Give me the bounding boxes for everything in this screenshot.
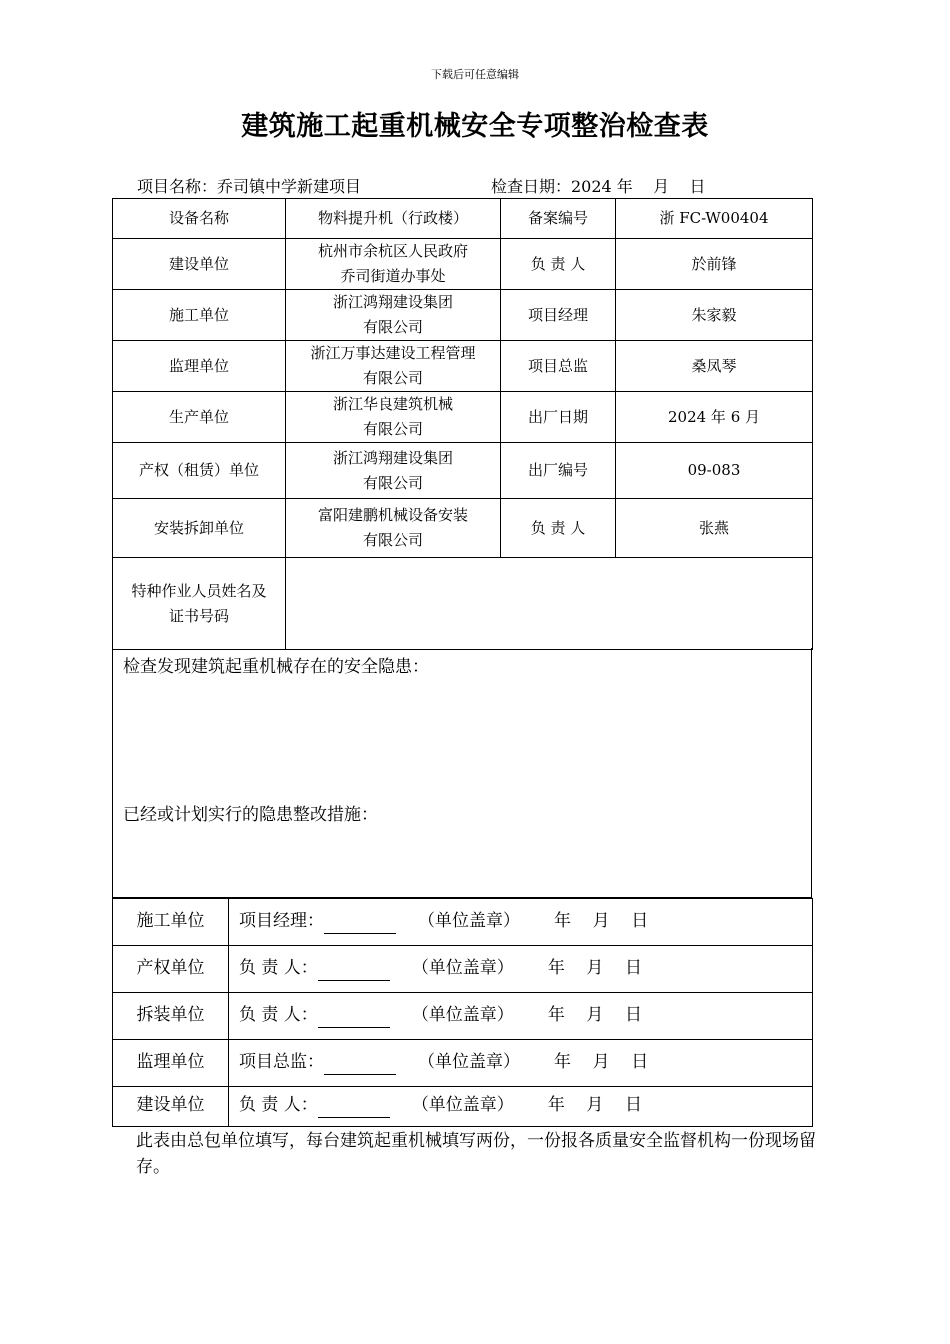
page-title: 建筑施工起重机械安全专项整治检查表 xyxy=(241,111,709,142)
signature-blank[interactable] xyxy=(324,915,396,934)
signature-blank[interactable] xyxy=(318,1009,390,1028)
field-label: 建设单位 xyxy=(113,239,286,290)
seal-label: （单位盖章） xyxy=(411,1004,514,1025)
table-row xyxy=(113,443,813,499)
hazards-label: 检查发现建筑起重机械存在的安全隐患： xyxy=(123,657,429,677)
measures-label: 已经或计划实行的隐患整改措施： xyxy=(123,805,378,825)
signature-line xyxy=(229,946,813,993)
field-label: 设备名称 xyxy=(113,199,286,239)
signature-date: 年 月 日 xyxy=(547,1004,643,1025)
field-value: 浙 FC-W00404 xyxy=(616,199,813,239)
field-value: 2024 年 6 月 xyxy=(616,392,813,443)
field-label: 监理单位 xyxy=(113,341,286,392)
seal-label: （单位盖章） xyxy=(418,910,520,931)
signature-role: 项目总监： xyxy=(239,1051,324,1072)
field-label: 负 责 人 xyxy=(501,239,616,290)
signature-org: 监理单位 xyxy=(113,1040,229,1087)
signature-date: 年 月 日 xyxy=(554,910,649,931)
field-value: 浙江鸿翔建设集团 有限公司 xyxy=(286,443,501,499)
field-label: 出厂编号 xyxy=(501,443,616,499)
signature-row xyxy=(113,1087,813,1127)
signature-date: 年 月 日 xyxy=(547,957,643,978)
table-row xyxy=(113,392,813,443)
field-value: 杭州市余杭区人民政府 乔司街道办事处 xyxy=(286,239,501,290)
special-personnel-label: 特种作业人员姓名及 证书号码 xyxy=(113,558,286,650)
signature-row xyxy=(113,899,813,946)
project-name: 项目名称：乔司镇中学新建项目 xyxy=(137,177,362,196)
seal-label: （单位盖章） xyxy=(411,957,514,978)
field-value: 於前锋 xyxy=(616,239,813,290)
field-label: 安装拆卸单位 xyxy=(113,499,286,558)
field-value: 朱家毅 xyxy=(616,290,813,341)
signature-blank[interactable] xyxy=(324,1056,396,1075)
hazards-section xyxy=(112,648,812,898)
special-personnel-value[interactable] xyxy=(286,558,813,650)
field-value: 09-083 xyxy=(616,443,813,499)
signature-org: 产权单位 xyxy=(113,946,229,993)
inspection-date: 检查日期：2024 年 月 日 xyxy=(491,177,706,196)
footer-note: 此表由总包单位填写，每台建筑起重机械填写两份，一份报各质量安全监督机构一份现场留存。 xyxy=(136,1131,816,1177)
table-row xyxy=(113,290,813,341)
field-label: 生产单位 xyxy=(113,392,286,443)
table-row xyxy=(113,341,813,392)
table-row xyxy=(113,499,813,558)
signature-role: 负 责 人： xyxy=(239,957,318,978)
signature-line xyxy=(229,1087,813,1127)
field-value: 富阳建鹏机械设备安装 有限公司 xyxy=(286,499,501,558)
field-value: 浙江万事达建设工程管理 有限公司 xyxy=(286,341,501,392)
field-label: 出厂日期 xyxy=(501,392,616,443)
header-note: 下载后可任意编辑 xyxy=(431,68,519,81)
signature-org: 施工单位 xyxy=(113,899,229,946)
signature-date: 年 月 日 xyxy=(554,1051,649,1072)
field-label: 产权（租赁）单位 xyxy=(113,443,286,499)
signature-org: 建设单位 xyxy=(113,1087,229,1127)
signature-role: 项目经理： xyxy=(239,910,324,931)
field-value: 物料提升机（行政楼） xyxy=(286,199,501,239)
seal-label: （单位盖章） xyxy=(411,1095,514,1115)
signature-blank[interactable] xyxy=(318,1099,390,1118)
table-row xyxy=(113,558,813,650)
signature-role: 负 责 人： xyxy=(239,1095,318,1115)
signature-line xyxy=(229,993,813,1040)
signature-org: 拆装单位 xyxy=(113,993,229,1040)
signature-table xyxy=(112,898,813,1127)
field-value: 张燕 xyxy=(616,499,813,558)
field-label: 备案编号 xyxy=(501,199,616,239)
signature-line xyxy=(229,1040,813,1087)
field-value: 浙江华良建筑机械 有限公司 xyxy=(286,392,501,443)
field-value: 浙江鸿翔建设集团 有限公司 xyxy=(286,290,501,341)
field-label: 负 责 人 xyxy=(501,499,616,558)
seal-label: （单位盖章） xyxy=(418,1051,520,1072)
table-row xyxy=(113,239,813,290)
table-row xyxy=(113,199,813,239)
signature-blank[interactable] xyxy=(318,962,390,981)
signature-line xyxy=(229,899,813,946)
field-label: 施工单位 xyxy=(113,290,286,341)
equipment-info-table xyxy=(112,198,813,650)
signature-row xyxy=(113,946,813,993)
signature-date: 年 月 日 xyxy=(547,1095,643,1115)
signature-row xyxy=(113,993,813,1040)
signature-row xyxy=(113,1040,813,1087)
signature-role: 负 责 人： xyxy=(239,1004,318,1025)
field-label: 项目经理 xyxy=(501,290,616,341)
field-value: 桑凤琴 xyxy=(616,341,813,392)
field-label: 项目总监 xyxy=(501,341,616,392)
